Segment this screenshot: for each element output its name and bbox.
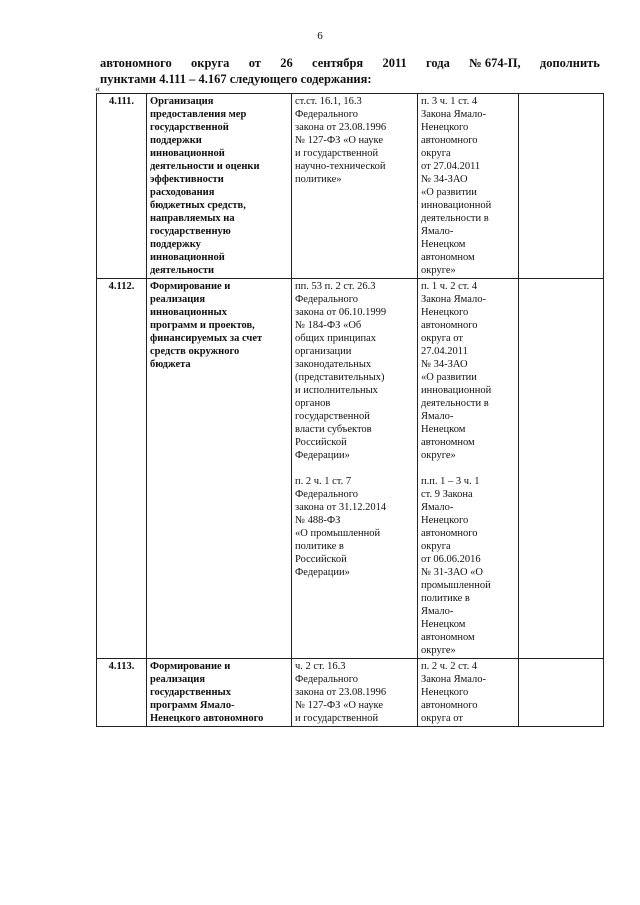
- empty-cell: [519, 279, 604, 659]
- page-number: 6: [317, 30, 323, 42]
- federal-ref-text: ст.ст. 16.1, 16.3 Федерального закона от 23.08.1996 № 127-ФЗ «О науке и государственной научно-технической политике»: [295, 96, 387, 185]
- regional-law-ref: [418, 659, 519, 727]
- authority-text: Организация предоставления мер государственной поддержки инновационной деятельности и оценки эффективности расходования бюджетных средств, направляемых на государственную поддержку инновационной деятельности: [150, 96, 260, 276]
- federal-law-ref: [292, 279, 418, 659]
- regional-ref-text: п. 1 ч. 2 ст. 4 Закона Ямало- Ненецкого автономного округа от 27.04.2011 № 34-ЗАО «О развитии инновационной деятельности в Ямало- Ненецком автономном округе»: [421, 281, 492, 461]
- federal-ref-text: п. 2 ч. 1 ст. 7 Федерального закона от 31.12.2014 № 488-ФЗ «О промышленной политике в Российской Федерации»: [295, 476, 387, 578]
- regional-ref-text: п. 3 ч. 1 ст. 4 Закона Ямало- Ненецкого автономного округа от 27.04.2011 № 34-ЗАО «О развитии инновационной деятельности в Ямало- Ненецком автономном округе»: [421, 96, 492, 276]
- intro-word: округа: [191, 56, 230, 70]
- intro-word: года: [426, 56, 450, 70]
- intro-word: № 674-П,: [469, 56, 521, 70]
- regional-ref-text: п.п. 1 – 3 ч. 1 ст. 9 Закона Ямало- Ненецкого автономного округа от 06.06.2016 № 31-ЗАО «О промышленной политике в Ямало- Ненецком автономном округе»: [421, 476, 491, 656]
- intro-line-2: пунктами 4.111 – 4.167 следующего содержания:: [100, 72, 372, 86]
- federal-ref-text: ч. 2 ст. 16.3 Федерального закона от 23.08.1996 № 127-ФЗ «О науке и государственной: [295, 661, 387, 724]
- intro-word: дополнить: [539, 56, 600, 70]
- opening-quote-mark: «: [95, 84, 100, 95]
- intro-line-1: [100, 56, 600, 71]
- regional-law-ref: [418, 279, 519, 659]
- regional-law-ref: [418, 94, 519, 279]
- authority-text: Формирование и реализация инновационных программ и проектов, финансируемых за счет средств окружного бюджета: [150, 281, 263, 370]
- amendments-table: [96, 93, 604, 727]
- federal-ref-text: пп. 53 п. 2 ст. 26.3 Федерального закона от 06.10.1999 № 184-ФЗ «Об общих принципах организации законодательных (представительных) и исполнительных органов государственной власти субъектов Российской Федерации»: [295, 281, 387, 461]
- table-row: [97, 659, 604, 727]
- intro-word: 26: [280, 56, 293, 70]
- row-number: 4.113.: [97, 659, 147, 727]
- intro-word: автономного: [100, 56, 172, 70]
- intro-word: сентября: [312, 56, 364, 70]
- row-number: 4.112.: [97, 279, 147, 659]
- authority-text: Формирование и реализация государственных программ Ямало- Ненецкого автономного: [150, 661, 264, 724]
- empty-cell: [519, 94, 604, 279]
- authority-name: [147, 659, 292, 727]
- empty-cell: [519, 659, 604, 727]
- intro-word: от: [248, 56, 261, 70]
- federal-law-ref: [292, 94, 418, 279]
- authority-name: [147, 279, 292, 659]
- federal-law-ref: [292, 659, 418, 727]
- regional-ref-text: п. 2 ч. 2 ст. 4 Закона Ямало- Ненецкого автономного округа от: [421, 661, 486, 724]
- authority-name: [147, 94, 292, 279]
- intro-word: 2011: [382, 56, 407, 70]
- table-row: [97, 94, 604, 279]
- row-number: 4.111.: [97, 94, 147, 279]
- table-row: [97, 279, 604, 659]
